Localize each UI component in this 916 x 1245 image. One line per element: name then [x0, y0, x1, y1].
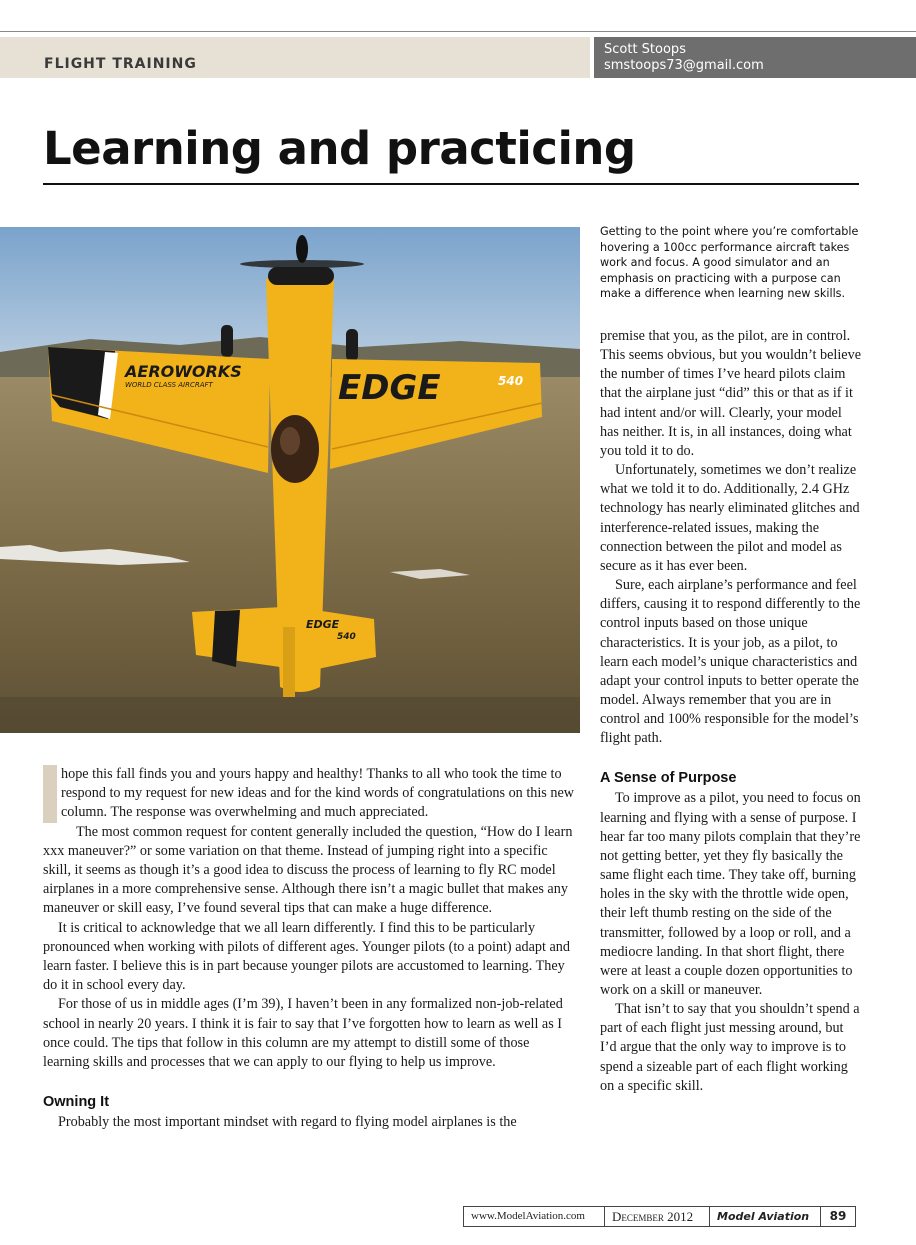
- rudder: [283, 627, 295, 697]
- subhead-owning-it: Owning It: [43, 1094, 110, 1111]
- tail-model-number: 540: [337, 632, 356, 642]
- dropcap: I: [43, 765, 57, 823]
- footer-website[interactable]: www.ModelAviation.com: [464, 1207, 605, 1226]
- body-paragraph: For those of us in middle ages (I’m 39), I haven’t been in any formalized non-job-related school in nearly 20 years. I think it is fair to say that I’ve forgotten how to learn as well as I once could. The tips that follow in this column are my attempt to distill some of those learning skills and processes that we can apply to our flying to help us improve.: [43, 996, 563, 1071]
- body-column-right: [600, 327, 862, 1096]
- body-column-left: [43, 765, 579, 1132]
- field-shadow: [0, 697, 580, 733]
- airplane-photo-illustration: [0, 227, 580, 733]
- body-paragraph: The most common request for content generally included the question, “How do I learn xxx maneuver?” or some variation on that theme. Instead of jumping right into a specific skill, it seems as though it’s a good idea to discuss the process of learning to fly RC model airplanes in a more comprehensive sense. Although there isn’t a magic bullet that makes any maneuver or skill easy, I’ve found several tips that can make a huge difference.: [43, 823, 573, 917]
- title-rule: [43, 183, 859, 185]
- canopy-highlight: [280, 427, 300, 455]
- top-rule: [0, 31, 916, 32]
- spinner: [296, 235, 308, 263]
- author-name: Scott Stoops: [604, 42, 686, 57]
- body-paragraph: Unfortunately, sometimes we don’t realize what we told it to do. Additionally, 2.4 GHz technology has nearly eliminated glitches and interference-related issues, making the connection between the pilot and model as secure as it has ever been.: [600, 462, 860, 574]
- left-stab-stripe: [212, 610, 240, 667]
- body-paragraph: It is critical to acknowledge that we all learn differently. I find this to be particularly pronounced when working with pilots of different ages. Younger pilots (to a point) adapt and learn faster. I believe this is in part because younger pilots are accustomed to learning. They do it in school every day.: [43, 919, 570, 994]
- body-paragraph: That isn’t to say that you shouldn’t spend a part of each flight just messing around, but I’d argue that the only way to improve is to spend a sizeable part of each flight working on a specific skill.: [600, 1001, 860, 1094]
- body-paragraph: To improve as a pilot, you need to focus on learning and flying with a sense of purpose. I hear far too many pilots complain that they’re not getting better, yet they fly basically the same flight each time. They take off, burning holes in the sky with the throttle wide open, their left thumb resting on the side of the transmitter, followed by a loop or roll, and a mediocre landing. In that short flight, there were at least a couple dozen opportunities to work on a skill or maneuver.: [600, 790, 861, 998]
- cowl-ring: [268, 267, 334, 285]
- subhead-sense-of-purpose: A Sense of Purpose: [600, 770, 737, 787]
- page-footer: [463, 1206, 856, 1227]
- canister-right: [346, 329, 358, 361]
- wing-brand: AEROWORKS: [125, 362, 242, 381]
- section-label: FLIGHT TRAINING: [44, 56, 197, 72]
- wing-model-number: 540: [498, 374, 524, 388]
- body-paragraph: premise that you, as the pilot, are in control. This seems obvious, but you wouldn’t believe the number of times I’ve heard pilots claim that the airplane just “did” this or that as if it had intent and/or will. Clearly, your model has neither. It is, in all instances, doing what you told it to do.: [600, 328, 861, 459]
- footer-magazine: Model Aviation: [710, 1207, 821, 1226]
- article-title: Learning and practicing: [43, 122, 636, 175]
- canister-left: [221, 325, 233, 357]
- photo-caption: Getting to the point where you’re comfortable hovering a 100cc performance aircraft takes work and focus. A good simulator and an emphasis on practicing with a purpose can make a difference when learning new skills.: [600, 225, 859, 301]
- intro-paragraph: [43, 765, 579, 823]
- author-email[interactable]: smstoops73@gmail.com: [604, 58, 764, 73]
- intro-text: hope this fall finds you and yours happy and healthy! Thanks to all who took the time to respond to my request for new ideas and for the kind words of congratulations on this new column. The response was overwhelming and much appreciated.: [61, 766, 575, 821]
- footer-issue: December 2012: [605, 1207, 710, 1226]
- page-number: 89: [829, 1209, 847, 1223]
- article-photo: [0, 227, 580, 733]
- wing-tagline: WORLD CLASS AIRCRAFT: [125, 381, 213, 389]
- body-paragraph: Probably the most important mindset with regard to flying model airplanes is the: [58, 1114, 517, 1131]
- body-paragraph: Sure, each airplane’s performance and feel differs, causing it to respond differently to the control inputs based on those unique characteristics. It is your job, as a pilot, to learn each model’s unique characteristics and adapt your control inputs to better operate the model. Always remember that you are in control and 100% responsible for the model’s flight path.: [600, 577, 861, 747]
- wing-model: EDGE: [338, 368, 441, 408]
- tail-model: EDGE: [306, 618, 340, 631]
